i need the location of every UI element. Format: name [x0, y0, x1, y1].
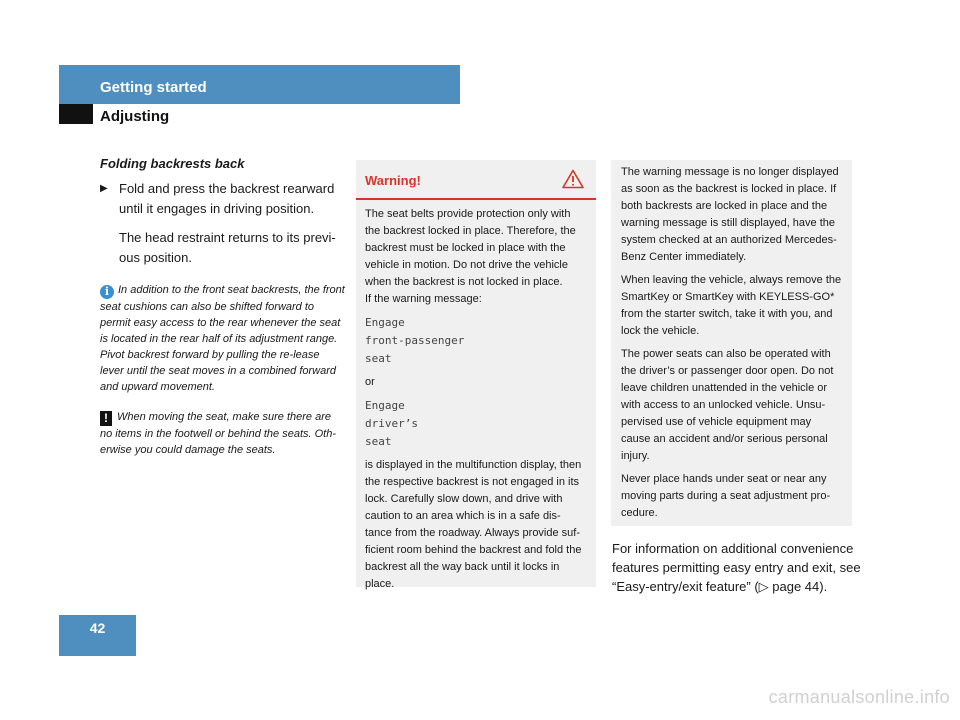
- warning-paragraph: The seat belts provide protection only with the backrest locked in place. Therefore, the backrest must be locked in place with the vehicle in motion. Do not drive the vehicle when the backrest is not locked in place.: [365, 208, 576, 288]
- cross-reference-text: For information on additional convenience features permitting easy entry and exit, see “Easy-entry/exit feature” (▷ page 44).: [612, 541, 861, 594]
- info-paragraph: The power seats can also be operated with the driver’s or passenger door open. Do not leave children unattended in the vehicle or with access to an unlocked vehicle. Unsu-pervised use of vehicle equipment may cause an accident and/or serious personal injury.: [621, 348, 834, 462]
- procedure-step: [100, 179, 345, 268]
- warning-or: or: [365, 376, 375, 388]
- info-paragraph: Never place hands under seat or near any moving parts during a seat adjustment pro-cedure.: [621, 473, 831, 519]
- procedure-heading: Folding backrests back: [100, 156, 245, 171]
- display-message-2: Engage driver’s seat: [365, 399, 418, 448]
- info-paragraph: The warning message is no longer displayed as soon as the backrest is locked in place. If both backrests are locked in place and the warning message is still displayed, have the system checked at an authorized Mercedes-Benz Center immediately.: [621, 166, 839, 263]
- warning-paragraph: If the warning message:: [365, 293, 482, 305]
- warning-title: Warning!: [365, 173, 421, 188]
- step-text: Fold and press the backrest rearward until it engages in driving position.: [119, 181, 335, 216]
- section-subtitle: Adjusting: [100, 108, 170, 125]
- header-marker: [59, 104, 93, 124]
- page-number: 42: [89, 620, 106, 636]
- caution-note-text: When moving the seat, make sure there are no items in the footwell or behind the seats. Oth-erwise you could damage the seats.: [100, 411, 337, 456]
- caution-icon: !: [100, 411, 112, 426]
- warning-triangle-icon: [562, 169, 584, 194]
- caution-note: [100, 409, 345, 458]
- step-arrow-icon: ▶: [100, 183, 108, 194]
- display-message-1: Engage front-passenger seat: [365, 316, 465, 365]
- info-note: [100, 282, 345, 395]
- warning-header: [356, 160, 596, 200]
- info-icon: i: [100, 285, 114, 299]
- warning-paragraph: is displayed in the multifunction display, then the respective backrest is not engaged in its lock. Carefully slow down, and drive with caution to an area which is in a safe dis-tance from the roadway. Always provide suf-ficient room behind the backrest and fold the backrest all the way back until it locks in place.: [365, 459, 582, 590]
- info-box: [611, 160, 852, 526]
- watermark: carmanualsonline.info: [768, 687, 950, 707]
- info-note-text: In addition to the front seat backrests, the front seat cushions can also be shifted forward to permit easy access to the rear whenever the seat is located in the rear half of its adjustment range. Pivot backrest forward by pulling the re-lease lever until the seat moves in a combined forward and upward movement.: [100, 284, 345, 393]
- warning-body: [356, 200, 596, 593]
- info-body: [611, 160, 852, 522]
- step-result-text: The head restraint returns to its previ-ous position.: [119, 230, 336, 265]
- left-column: [100, 156, 345, 458]
- section-title: Getting started: [100, 79, 207, 96]
- warning-box: [356, 160, 596, 590]
- info-paragraph: When leaving the vehicle, always remove the SmartKey or SmartKey with KEYLESS-GO* from the starter switch, take it with you, and lock the vehicle.: [621, 274, 842, 337]
